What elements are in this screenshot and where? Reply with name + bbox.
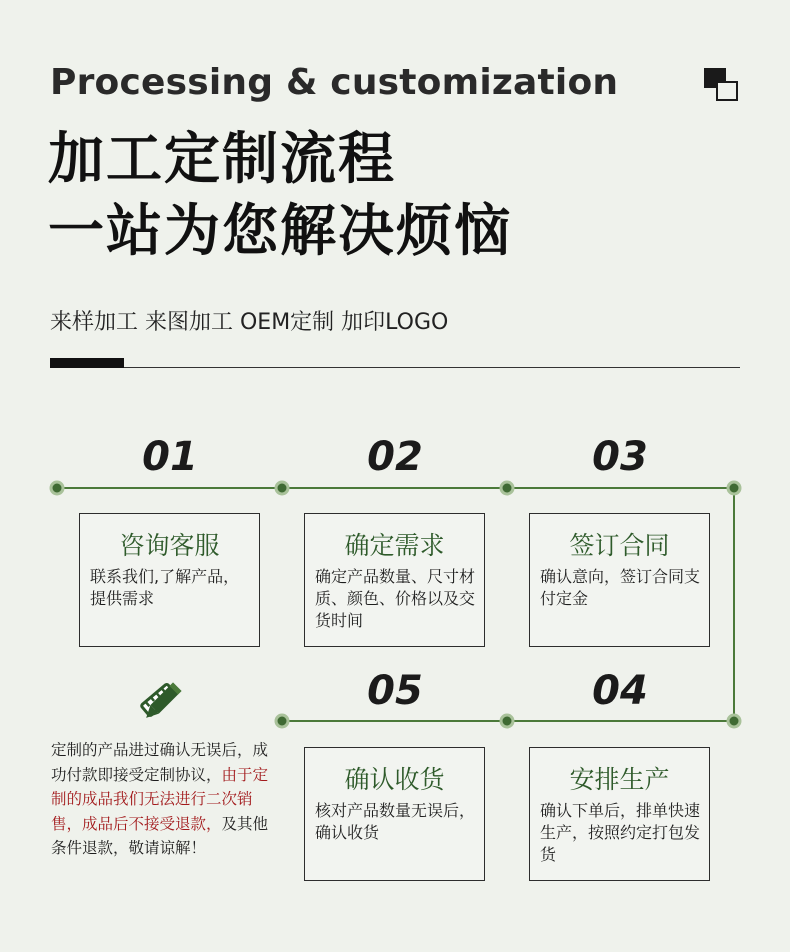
step-card-receipt xyxy=(304,747,485,881)
step-number-03: 03 xyxy=(592,434,648,480)
note-warning-text: 由于定制的成品我们无法进行二次销售，成品后不接受退款， xyxy=(51,765,269,833)
chinese-title-line-2: 一站为您解决烦恼 xyxy=(48,199,512,264)
step-title: 安排生产 xyxy=(569,765,670,794)
note-warning-text-2: 及其他条件退款，敬请谅解！ xyxy=(51,814,269,857)
chinese-title-line-1: 加工定制流程 xyxy=(48,127,396,192)
step-card-contract xyxy=(529,513,710,647)
english-title: Processing & customization xyxy=(50,62,619,103)
step-title: 咨询客服 xyxy=(119,531,220,560)
step-title: 确定需求 xyxy=(344,531,445,560)
flow-node xyxy=(276,715,288,727)
step-title: 确认收货 xyxy=(344,765,445,794)
step-description: 确定产品数量、尺寸材质、颜色、价格以及交货时间 xyxy=(315,567,476,630)
pencil-ruler-icon xyxy=(136,678,186,728)
note-text: 定制的产品进过确认无误后，成功付款即接受定制协议， xyxy=(51,741,269,784)
step-number-04: 04 xyxy=(592,668,648,714)
step-description: 核对产品数量无误后，确认收货 xyxy=(315,801,476,842)
flow-node xyxy=(501,482,513,494)
flow-node xyxy=(501,715,513,727)
step-description: 确认意向，签订合同支付定金 xyxy=(540,567,701,608)
flow-node xyxy=(51,482,63,494)
step-number-02: 02 xyxy=(367,434,423,480)
step-number-01: 01 xyxy=(142,434,198,480)
step-title: 签订合同 xyxy=(569,531,670,560)
step-description: 联系我们,了解产品，提供需求 xyxy=(90,567,240,608)
step-card-requirements xyxy=(304,513,485,647)
step-card-consult xyxy=(79,513,260,647)
step-description: 确认下单后，排单快速生产，按照约定打包发货 xyxy=(540,801,701,864)
flow-node xyxy=(276,482,288,494)
flow-node xyxy=(728,482,740,494)
service-subtitle: 来样加工 来图加工 OEM定制 加印LOGO xyxy=(50,310,449,335)
flow-node xyxy=(728,715,740,727)
custom-order-note xyxy=(51,738,281,861)
step-card-production xyxy=(529,747,710,881)
step-number-05: 05 xyxy=(367,668,423,714)
